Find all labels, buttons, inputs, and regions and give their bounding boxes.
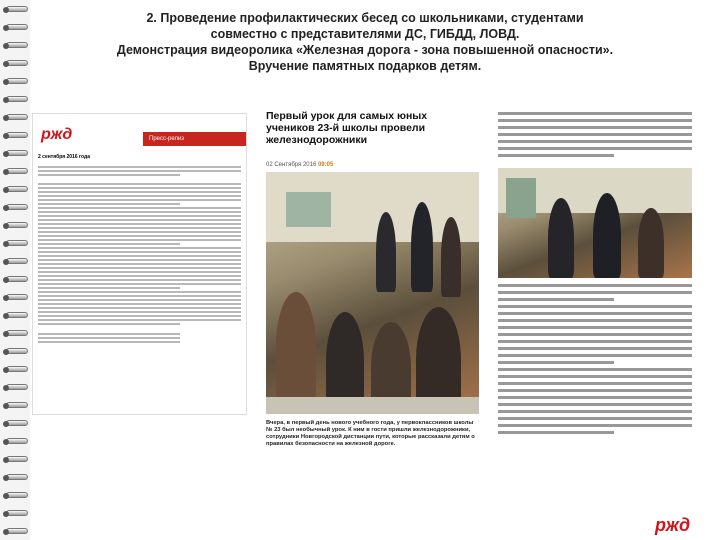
title-line: Вручение памятных подарков детям. bbox=[248, 59, 482, 73]
article-date-text: 02 Сентября 2016 bbox=[266, 162, 317, 168]
binding-ring bbox=[6, 222, 28, 228]
slide-title bbox=[40, 10, 690, 74]
article-date bbox=[266, 162, 333, 168]
binding-ring bbox=[6, 276, 28, 282]
railway-officials-photo bbox=[498, 168, 692, 278]
title-line: совместно с представителями ДС, ГИБДД, ЛОВД. bbox=[210, 27, 520, 41]
binding-ring bbox=[6, 294, 28, 300]
binding-ring bbox=[6, 366, 28, 372]
press-release-document bbox=[32, 113, 247, 415]
article-caption: Вчера, в первый день нового учебного года, у первоклассников школы № 23 был необычный урок. К ним в гости пришли железнодорожники, сотрудники Новгородской дистанции пути, которые рассказали детям о правилах безопасности на железной дороге. bbox=[266, 420, 475, 447]
binding-ring bbox=[6, 402, 28, 408]
binding-ring bbox=[6, 384, 28, 390]
binding-ring bbox=[6, 312, 28, 318]
press-release-body bbox=[38, 166, 241, 345]
binding-ring bbox=[6, 348, 28, 354]
binding-ring bbox=[6, 240, 28, 246]
binding-ring bbox=[6, 168, 28, 174]
spiral-binding bbox=[0, 0, 30, 540]
binding-ring bbox=[6, 186, 28, 192]
news-article bbox=[258, 100, 486, 455]
binding-ring bbox=[6, 330, 28, 336]
binding-ring bbox=[6, 528, 28, 534]
binding-ring bbox=[6, 132, 28, 138]
binding-ring bbox=[6, 474, 28, 480]
binding-ring bbox=[6, 510, 28, 516]
binding-ring bbox=[6, 420, 28, 426]
rzd-logo-icon: ржд bbox=[41, 126, 73, 143]
binding-ring bbox=[6, 258, 28, 264]
article-headline: Первый урок для самых юных учеников 23-й школы провели железнодорожники bbox=[266, 110, 428, 146]
title-line: 2. Проведение профилактических бесед со школьниками, студентами bbox=[146, 11, 584, 25]
title-line: Демонстрация видеоролика «Железная дорога - зона повышенной опасности». bbox=[116, 43, 614, 57]
classroom-photo bbox=[266, 172, 479, 414]
binding-ring bbox=[6, 42, 28, 48]
binding-ring bbox=[6, 114, 28, 120]
binding-ring bbox=[6, 204, 28, 210]
binding-ring bbox=[6, 96, 28, 102]
press-release-date: 2 сентября 2016 года bbox=[38, 154, 90, 160]
binding-ring bbox=[6, 456, 28, 462]
binding-ring bbox=[6, 150, 28, 156]
binding-ring bbox=[6, 492, 28, 498]
article-time: 09:05 bbox=[317, 162, 334, 168]
binding-ring bbox=[6, 24, 28, 30]
rzd-logo-footer-icon: ржд bbox=[655, 515, 691, 535]
binding-ring bbox=[6, 60, 28, 66]
binding-ring bbox=[6, 438, 28, 444]
press-release-header: Пресс-релиз bbox=[143, 132, 246, 146]
binding-ring bbox=[6, 78, 28, 84]
binding-ring bbox=[6, 6, 28, 12]
article-continuation bbox=[494, 108, 696, 453]
